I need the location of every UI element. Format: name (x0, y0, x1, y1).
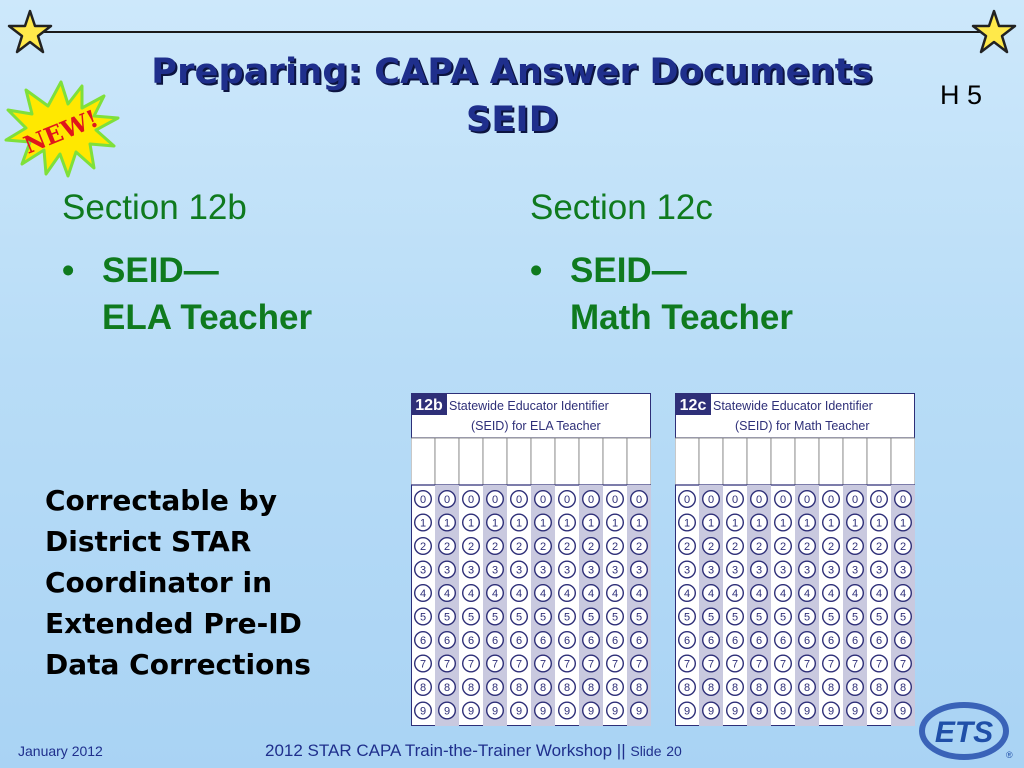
seid-bubble-digit: 7 (707, 658, 715, 671)
seid-bubble-digit: 5 (515, 611, 523, 624)
seid-bubble-digit: 4 (587, 588, 595, 600)
star-icon-right (970, 8, 1018, 56)
seid-bubble-digit: 3 (731, 564, 739, 577)
seid-bubble-digit: 4 (683, 588, 691, 600)
section-12c-bullet (530, 247, 793, 341)
seid-bubble-digit: 1 (515, 517, 523, 530)
seid-bubble-digit: 4 (803, 588, 811, 600)
seid-bubble-digit: 8 (419, 682, 427, 694)
seid-bubble-digit: 3 (635, 564, 643, 577)
seid-bubble-digit: 3 (443, 564, 451, 577)
seid-bubble-digit: 6 (491, 635, 499, 647)
seid-bubble-digit: 8 (467, 682, 475, 694)
seid-bubble-digit: 1 (419, 517, 427, 530)
seid-bubble-digit: 5 (827, 611, 835, 624)
seid-bubble-digit: 2 (539, 541, 547, 553)
seid-bubble-digit: 1 (731, 517, 739, 530)
ets-logo-text: ETS (934, 716, 994, 749)
seid-bubble-digit: 9 (467, 705, 475, 718)
seid-bubble-digit: 9 (851, 705, 859, 718)
seid-bubble-digit: 3 (491, 564, 499, 577)
seid-bubble-digit: 1 (827, 517, 835, 530)
seid-bubble-digit: 7 (587, 658, 595, 671)
seid-bubble-digit: 8 (827, 682, 835, 694)
seid-bubble-digit: 6 (443, 635, 451, 647)
ets-logo (918, 698, 1014, 762)
seid-bubble-digit: 9 (875, 705, 883, 718)
seid-bubble-digit: 8 (875, 682, 883, 694)
seid-bubble-digit: 0 (707, 494, 715, 506)
seid-bubble-digit: 0 (563, 494, 571, 506)
seid-bubble-digit: 0 (419, 494, 427, 506)
seid-bubble-digit: 2 (419, 541, 427, 553)
seid-bubble-digit: 0 (467, 494, 475, 506)
seid-bubble-digit: 6 (419, 635, 427, 647)
footer-date: January 2012 (18, 743, 103, 759)
seid-bubble-digit: 4 (875, 588, 883, 600)
ets-logo-mark: ® (1006, 750, 1013, 760)
seid-bubble-digit: 7 (467, 658, 475, 671)
seid-bubble-digit: 9 (755, 705, 763, 718)
seid-write-in-box[interactable] (483, 438, 507, 485)
seid-bubble-digit: 8 (779, 682, 787, 694)
seid-bubble-digit: 4 (755, 588, 763, 600)
seid-bubble-digit: 2 (611, 541, 619, 553)
seid-bubble-digit: 6 (467, 635, 475, 647)
seid-bubble-digit: 4 (827, 588, 835, 600)
seid-bubble-digit: 5 (731, 611, 739, 624)
seid-bubble-digit: 3 (899, 564, 907, 577)
seid-bubble-digit: 6 (899, 635, 907, 647)
page-badge: H 5 (940, 80, 983, 110)
seid-bubble-digit: 5 (683, 611, 691, 624)
new-burst-text: NEW! (19, 103, 103, 160)
seid-bubble-digit: 0 (827, 494, 835, 506)
seid-bubble-digit: 8 (731, 682, 739, 694)
seid-bubble-digit: 3 (587, 564, 595, 577)
top-divider-line (26, 31, 998, 33)
seid-write-in-box[interactable] (819, 438, 843, 485)
seid-bubble-digit: 2 (683, 541, 691, 553)
seid-bubble-digit: 8 (587, 682, 595, 694)
seid-bubble-digit: 0 (515, 494, 523, 506)
seid-bubble-digit: 3 (563, 564, 571, 577)
seid-bubble-digit: 6 (539, 635, 547, 647)
seid-bubble-digit: 7 (779, 658, 787, 671)
seid-bubble-digit: 4 (467, 588, 475, 600)
seid-bubble-digit: 3 (803, 564, 811, 577)
seid-form-12b (411, 393, 651, 726)
seid-bubble-digit: 7 (515, 658, 523, 671)
seid-bubble-digit: 1 (611, 517, 619, 530)
seid-bubble-digit: 2 (635, 541, 643, 553)
form-title-line1: Statewide Educator Identifier (449, 399, 609, 413)
seid-bubble-digit: 2 (731, 541, 739, 553)
bullet-line1: SEID— (570, 251, 687, 290)
seid-bubble-digit: 3 (779, 564, 787, 577)
seid-bubble-digit: 3 (875, 564, 883, 577)
seid-bubble-digit: 8 (803, 682, 811, 694)
seid-bubble-digit: 6 (707, 635, 715, 647)
seid-bubble-digit: 0 (899, 494, 907, 506)
slide-title-line2: SEID (466, 100, 558, 140)
seid-bubble-digit: 5 (875, 611, 883, 624)
bullet-dot: • (62, 251, 75, 290)
note-line: Extended Pre-ID (45, 607, 302, 640)
seid-bubble-grid-12b (411, 393, 651, 726)
seid-bubble-digit: 3 (683, 564, 691, 577)
seid-bubble-digit: 5 (611, 611, 619, 624)
seid-write-in-box[interactable] (531, 438, 555, 485)
seid-write-in-box[interactable] (579, 438, 603, 485)
seid-bubble-digit: 9 (443, 705, 451, 718)
seid-bubble-digit: 8 (755, 682, 763, 694)
seid-bubble-digit: 3 (827, 564, 835, 577)
seid-bubble-digit: 2 (755, 541, 763, 553)
seid-bubble-digit: 2 (803, 541, 811, 553)
seid-bubble-digit: 6 (515, 635, 523, 647)
seid-write-in-box[interactable] (699, 438, 723, 485)
section-12c-heading: Section 12c (530, 188, 713, 227)
seid-bubble-digit: 8 (443, 682, 451, 694)
seid-write-in-box[interactable] (747, 438, 771, 485)
seid-bubble-digit: 0 (443, 494, 451, 506)
seid-bubble-digit: 9 (611, 705, 619, 718)
slide-title-line1: Preparing: CAPA Answer Documents (151, 52, 873, 92)
seid-bubble-digit: 0 (611, 494, 619, 506)
seid-bubble-digit: 8 (611, 682, 619, 694)
seid-bubble-digit: 4 (419, 588, 427, 600)
seid-bubble-digit: 5 (419, 611, 427, 624)
seid-bubble-digit: 0 (587, 494, 595, 506)
seid-bubble-digit: 7 (875, 658, 883, 671)
star-icon-left (6, 8, 54, 56)
seid-bubble-digit: 7 (803, 658, 811, 671)
seid-bubble-digit: 2 (707, 541, 715, 553)
seid-bubble-digit: 3 (515, 564, 523, 577)
seid-bubble-digit: 7 (539, 658, 547, 671)
seid-bubble-digit: 6 (827, 635, 835, 647)
seid-bubble-digit: 5 (851, 611, 859, 624)
seid-bubble-digit: 8 (899, 682, 907, 694)
seid-bubble-digit: 6 (851, 635, 859, 647)
seid-bubble-digit: 5 (539, 611, 547, 624)
seid-bubble-digit: 7 (611, 658, 619, 671)
form-title-line2: (SEID) for ELA Teacher (471, 419, 601, 433)
seid-bubble-digit: 9 (827, 705, 835, 718)
seid-bubble-digit: 1 (875, 517, 883, 530)
seid-bubble-digit: 0 (851, 494, 859, 506)
seid-bubble-digit: 1 (443, 517, 451, 530)
seid-write-in-box[interactable] (675, 438, 699, 485)
seid-bubble-digit: 2 (563, 541, 571, 553)
seid-bubble-digit: 4 (491, 588, 499, 600)
section-12b-bullet (62, 247, 312, 341)
seid-bubble-digit: 6 (563, 635, 571, 647)
seid-bubble-digit: 4 (731, 588, 739, 600)
seid-bubble-digit: 5 (779, 611, 787, 624)
seid-bubble-digit: 3 (755, 564, 763, 577)
note-line: District STAR (45, 525, 252, 558)
seid-write-in-box[interactable] (867, 438, 891, 485)
seid-bubble-digit: 1 (683, 517, 691, 530)
seid-bubble-digit: 4 (563, 588, 571, 600)
seid-bubble-digit: 0 (683, 494, 691, 506)
seid-bubble-digit: 7 (419, 658, 427, 671)
seid-bubble-grid-12c (675, 393, 915, 726)
seid-bubble-digit: 4 (611, 588, 619, 600)
seid-bubble-digit: 5 (635, 611, 643, 624)
seid-bubble-digit: 4 (539, 588, 547, 600)
note-line: Data Corrections (45, 648, 311, 681)
seid-bubble-digit: 6 (683, 635, 691, 647)
seid-bubble-digit: 2 (587, 541, 595, 553)
seid-bubble-digit: 1 (491, 517, 499, 530)
seid-bubble-digit: 2 (443, 541, 451, 553)
seid-bubble-digit: 3 (539, 564, 547, 577)
seid-form-12c (675, 393, 915, 726)
note-line: Correctable by (45, 484, 277, 517)
seid-bubble-digit: 1 (899, 517, 907, 530)
seid-bubble-digit: 9 (419, 705, 427, 718)
seid-bubble-digit: 0 (491, 494, 499, 506)
footer-slide-label: Slide (630, 743, 662, 759)
seid-bubble-digit: 8 (491, 682, 499, 694)
seid-bubble-digit: 3 (851, 564, 859, 577)
seid-bubble-digit: 2 (779, 541, 787, 553)
seid-bubble-digit: 1 (779, 517, 787, 530)
form-code: 12c (679, 397, 707, 414)
seid-bubble-digit: 2 (851, 541, 859, 553)
seid-bubble-digit: 5 (467, 611, 475, 624)
seid-bubble-digit: 5 (443, 611, 451, 624)
seid-bubble-digit: 0 (635, 494, 643, 506)
seid-write-in-box[interactable] (411, 438, 435, 485)
seid-bubble-digit: 7 (443, 658, 451, 671)
seid-bubble-digit: 5 (563, 611, 571, 624)
seid-write-in-box[interactable] (603, 438, 627, 485)
seid-bubble-digit: 2 (491, 541, 499, 553)
form-title-line2: (SEID) for Math Teacher (735, 419, 870, 433)
seid-write-in-box[interactable] (891, 438, 915, 485)
seid-write-in-box[interactable] (843, 438, 867, 485)
seid-bubble-digit: 0 (875, 494, 883, 506)
bullet-line1: SEID— (102, 251, 219, 290)
seid-write-in-box[interactable] (507, 438, 531, 485)
correction-note (45, 480, 385, 685)
seid-bubble-digit: 1 (563, 517, 571, 530)
seid-bubble-digit: 1 (803, 517, 811, 530)
note-line: Coordinator in (45, 566, 273, 599)
seid-bubble-digit: 5 (755, 611, 763, 624)
bullet-line2: ELA Teacher (102, 298, 313, 337)
seid-bubble-digit: 7 (563, 658, 571, 671)
seid-write-in-box[interactable] (627, 438, 651, 485)
seid-bubble-digit: 7 (851, 658, 859, 671)
seid-write-in-box[interactable] (459, 438, 483, 485)
seid-bubble-digit: 0 (779, 494, 787, 506)
seid-bubble-digit: 4 (707, 588, 715, 600)
section-12b-heading: Section 12b (62, 188, 247, 227)
seid-bubble-digit: 3 (707, 564, 715, 577)
seid-bubble-digit: 9 (803, 705, 811, 718)
seid-bubble-digit: 5 (707, 611, 715, 624)
seid-bubble-digit: 2 (875, 541, 883, 553)
seid-write-in-box[interactable] (435, 438, 459, 485)
seid-bubble-digit: 1 (467, 517, 475, 530)
seid-bubble-digit: 4 (443, 588, 451, 600)
seid-bubble-digit: 2 (515, 541, 523, 553)
bullet-line2: Math Teacher (570, 298, 794, 337)
seid-bubble-digit: 9 (899, 705, 907, 718)
seid-bubble-digit: 0 (803, 494, 811, 506)
seid-bubble-digit: 2 (899, 541, 907, 553)
seid-bubble-digit: 5 (587, 611, 595, 624)
seid-bubble-digit: 9 (515, 705, 523, 718)
seid-bubble-digit: 1 (707, 517, 715, 530)
seid-bubble-digit: 1 (587, 517, 595, 530)
seid-bubble-digit: 6 (587, 635, 595, 647)
seid-bubble-digit: 9 (683, 705, 691, 718)
seid-bubble-digit: 9 (779, 705, 787, 718)
seid-bubble-digit: 7 (899, 658, 907, 671)
form-title-line1: Statewide Educator Identifier (713, 399, 873, 413)
seid-bubble-digit: 5 (803, 611, 811, 624)
footer-workshop-text: 2012 STAR CAPA Train-the-Trainer Workshop || (265, 741, 626, 760)
seid-bubble-digit: 8 (635, 682, 643, 694)
seid-bubble-digit: 6 (803, 635, 811, 647)
seid-bubble-digit: 7 (755, 658, 763, 671)
seid-bubble-digit: 3 (419, 564, 427, 577)
bullet-dot: • (530, 251, 543, 290)
seid-bubble-digit: 6 (731, 635, 739, 647)
seid-bubble-digit: 6 (875, 635, 883, 647)
seid-bubble-digit: 7 (491, 658, 499, 671)
seid-bubble-digit: 8 (683, 682, 691, 694)
seid-write-in-box[interactable] (795, 438, 819, 485)
seid-bubble-digit: 6 (779, 635, 787, 647)
seid-bubble-digit: 9 (707, 705, 715, 718)
seid-bubble-digit: 8 (515, 682, 523, 694)
seid-bubble-digit: 1 (755, 517, 763, 530)
seid-bubble-digit: 9 (563, 705, 571, 718)
seid-bubble-digit: 9 (491, 705, 499, 718)
seid-bubble-digit: 3 (467, 564, 475, 577)
seid-bubble-digit: 7 (827, 658, 835, 671)
seid-bubble-digit: 0 (539, 494, 547, 506)
seid-bubble-digit: 0 (755, 494, 763, 506)
seid-bubble-digit: 1 (851, 517, 859, 530)
seid-bubble-digit: 7 (731, 658, 739, 671)
seid-bubble-digit: 5 (491, 611, 499, 624)
seid-write-in-box[interactable] (771, 438, 795, 485)
seid-bubble-digit: 1 (635, 517, 643, 530)
seid-bubble-digit: 4 (779, 588, 787, 600)
seid-bubble-digit: 9 (731, 705, 739, 718)
seid-bubble-digit: 0 (731, 494, 739, 506)
seid-bubble-digit: 7 (683, 658, 691, 671)
seid-bubble-digit: 3 (611, 564, 619, 577)
seid-bubble-digit: 4 (851, 588, 859, 600)
seid-bubble-digit: 8 (707, 682, 715, 694)
seid-bubble-digit: 8 (563, 682, 571, 694)
seid-bubble-digit: 6 (755, 635, 763, 647)
seid-bubble-digit: 5 (899, 611, 907, 624)
seid-write-in-box[interactable] (555, 438, 579, 485)
seid-bubble-digit: 4 (899, 588, 907, 600)
seid-bubble-digit: 8 (851, 682, 859, 694)
seid-bubble-digit: 6 (611, 635, 619, 647)
seid-bubble-digit: 8 (539, 682, 547, 694)
seid-bubble-digit: 2 (827, 541, 835, 553)
seid-bubble-digit: 1 (539, 517, 547, 530)
seid-bubble-digit: 9 (587, 705, 595, 718)
seid-bubble-digit: 4 (635, 588, 643, 600)
seid-bubble-digit: 4 (515, 588, 523, 600)
footer-workshop (265, 741, 682, 761)
seid-bubble-digit: 2 (467, 541, 475, 553)
footer-slide-number: 20 (666, 743, 682, 759)
seid-bubble-digit: 6 (635, 635, 643, 647)
form-code: 12b (415, 397, 443, 414)
seid-bubble-digit: 9 (635, 705, 643, 718)
seid-bubble-digit: 7 (635, 658, 643, 671)
seid-write-in-box[interactable] (723, 438, 747, 485)
seid-bubble-digit: 9 (539, 705, 547, 718)
